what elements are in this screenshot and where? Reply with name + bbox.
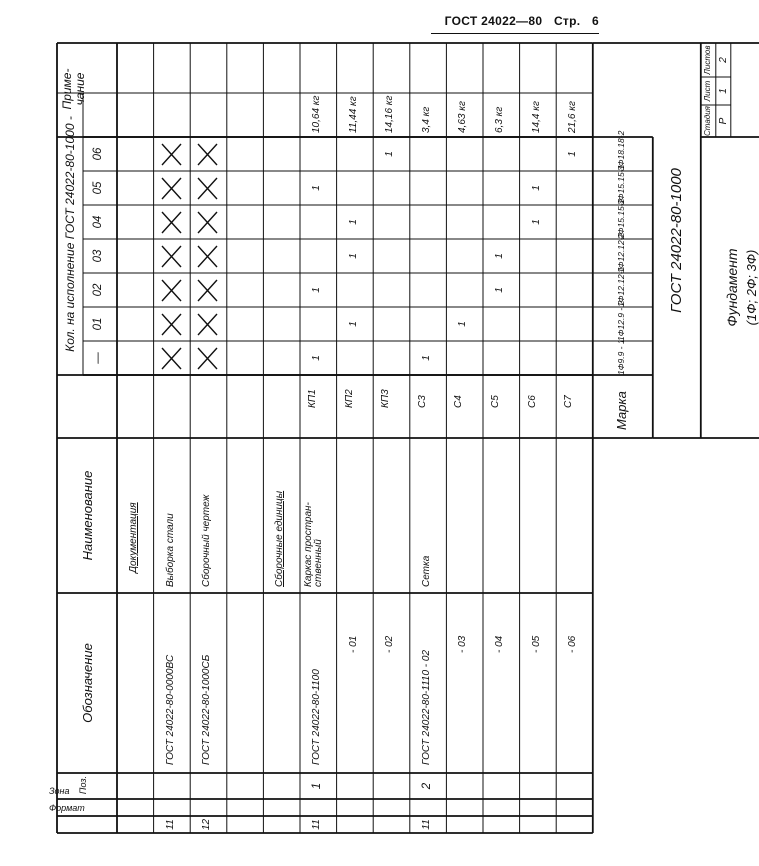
row-mark: С5 xyxy=(490,395,501,408)
page-number: 6 xyxy=(592,14,599,28)
row-note: 3,4 кг xyxy=(420,106,432,133)
version-header-6: 06 xyxy=(92,147,104,161)
version-header-2: 02 xyxy=(92,283,104,297)
marks-row-label: Марка xyxy=(613,391,629,430)
row-mark: С3 xyxy=(416,395,428,408)
standard-number: ГОСТ 24022—80 xyxy=(444,14,543,28)
row-mark: КП1 xyxy=(307,389,318,408)
header-rule xyxy=(431,33,599,34)
row-name: Сетка xyxy=(420,555,432,587)
not-applicable-cross xyxy=(161,143,182,166)
header-qty-by-version: Кол. на исполнение ГОСТ 24022-80-1000 - xyxy=(63,116,77,352)
row-qty: 1 xyxy=(384,151,396,157)
title-block-subtitle: (1Ф; 2Ф; 3Ф) xyxy=(743,249,759,326)
row-format: 12 xyxy=(201,818,213,831)
row-designation: ГОСТ 24022-80-0000ВС xyxy=(164,654,176,765)
title-block-sheet: 1 xyxy=(717,88,729,94)
not-applicable-cross xyxy=(161,313,182,336)
row-note: 10,64 кг xyxy=(311,95,322,133)
not-applicable-cross xyxy=(197,313,218,336)
mark-value-6: 3Ф18.18-2 xyxy=(615,130,626,171)
row-qty: 1 xyxy=(567,151,579,157)
title-block-stage-label: Стадия xyxy=(702,106,712,136)
row-qty: 1 xyxy=(311,185,322,191)
row-note: 4,63 кг xyxy=(457,101,469,133)
row-name: Каркас простран- ственный xyxy=(303,502,324,587)
row-qty: 1 xyxy=(420,355,432,361)
row-note: 21,6 кг xyxy=(567,101,579,133)
title-block-sheets-label: Листов xyxy=(702,45,712,75)
row-mark: КП2 xyxy=(343,389,355,408)
row-name: Сборочные единицы xyxy=(274,490,286,587)
not-applicable-cross xyxy=(161,177,182,200)
row-qty: 1 xyxy=(347,253,359,259)
row-name: Сборочный чертеж xyxy=(201,494,213,587)
row-qty: 1 xyxy=(311,355,322,361)
mark-value-1: 1Ф12.9 - 2 xyxy=(615,300,626,341)
mark-value-4: 2Ф15.15-2 xyxy=(615,198,626,239)
row-qty: 1 xyxy=(494,253,505,259)
row-mark: С6 xyxy=(526,395,538,408)
not-applicable-cross xyxy=(161,279,182,302)
row-qty: 1 xyxy=(347,219,359,225)
header-format: Формат xyxy=(49,803,85,813)
row-note: 14,4 кг xyxy=(530,101,542,133)
row-format: 11 xyxy=(164,819,176,830)
table-grid xyxy=(57,43,593,833)
row-designation: - 01 xyxy=(347,635,359,653)
row-format: 11 xyxy=(420,819,432,830)
row-format: 11 xyxy=(311,819,322,830)
row-mark: С7 xyxy=(563,395,575,408)
row-qty: 1 xyxy=(494,287,505,293)
not-applicable-cross xyxy=(161,211,182,234)
row-designation: - 04 xyxy=(494,635,505,653)
row-qty: 1 xyxy=(347,321,359,327)
page-header xyxy=(437,14,599,28)
version-header-5: 05 xyxy=(92,181,104,195)
row-qty: 1 xyxy=(530,219,542,225)
version-header-3: 03 xyxy=(92,249,104,263)
not-applicable-cross xyxy=(197,211,218,234)
not-applicable-cross xyxy=(197,347,218,370)
not-applicable-cross xyxy=(161,245,182,268)
mark-value-5: 3Ф15.15-1 xyxy=(615,164,626,205)
specification-sheet xyxy=(49,43,759,833)
not-applicable-cross xyxy=(197,177,218,200)
row-designation: ГОСТ 24022-80-1100 xyxy=(311,669,322,765)
row-designation: ГОСТ 24022-80-1110 - 02 xyxy=(420,649,432,765)
specification-table xyxy=(49,43,759,833)
row-name: Выборка стали xyxy=(164,513,176,587)
row-note: 6,3 кг xyxy=(494,106,505,133)
not-applicable-cross xyxy=(161,347,182,370)
header-note: Приме- чание xyxy=(60,68,87,110)
row-mark: С4 xyxy=(453,395,465,408)
row-designation: - 02 xyxy=(384,635,396,653)
version-header-1: 01 xyxy=(92,317,104,331)
mark-value-2: 1Ф12.12-1 xyxy=(615,266,626,307)
header-zone: Зона xyxy=(49,786,70,796)
row-name: Документация xyxy=(128,502,139,573)
title-block-sheets: 2 xyxy=(717,57,729,63)
row-mark: КП3 xyxy=(380,389,392,408)
title-block-title: Фундамент xyxy=(723,248,740,327)
title-block-stage: Р xyxy=(717,117,729,125)
version-header-4: 04 xyxy=(92,215,104,229)
version-header-0: — xyxy=(92,352,104,364)
header-position: Поз. xyxy=(78,775,88,795)
header-name: Наименование xyxy=(80,470,95,561)
title-block-sheet-label: Лист xyxy=(702,80,712,102)
row-qty: 1 xyxy=(311,287,322,293)
row-designation: ГОСТ 24022-80-1000СБ xyxy=(201,654,213,765)
row-qty: 1 xyxy=(457,321,469,327)
page-label: Стр. xyxy=(553,14,581,28)
mark-value-0: 1Ф9.9 - 1 xyxy=(615,339,626,375)
row-note: 11,44 кг xyxy=(347,96,359,133)
mark-value-3: 1Ф12.12-2 xyxy=(615,232,626,273)
not-applicable-cross xyxy=(197,279,218,302)
title-block-document: ГОСТ 24022-80-1000 xyxy=(667,168,685,313)
row-position: 1 xyxy=(311,782,323,790)
header-designation: Обозначение xyxy=(80,643,95,723)
row-designation: - 05 xyxy=(530,635,542,653)
row-qty: 1 xyxy=(530,185,542,191)
not-applicable-cross xyxy=(197,143,218,166)
row-designation: - 06 xyxy=(567,635,579,653)
not-applicable-cross xyxy=(197,245,218,268)
row-position: 2 xyxy=(420,782,433,790)
row-designation: - 03 xyxy=(457,635,469,653)
row-note: 14,16 кг xyxy=(384,95,396,133)
